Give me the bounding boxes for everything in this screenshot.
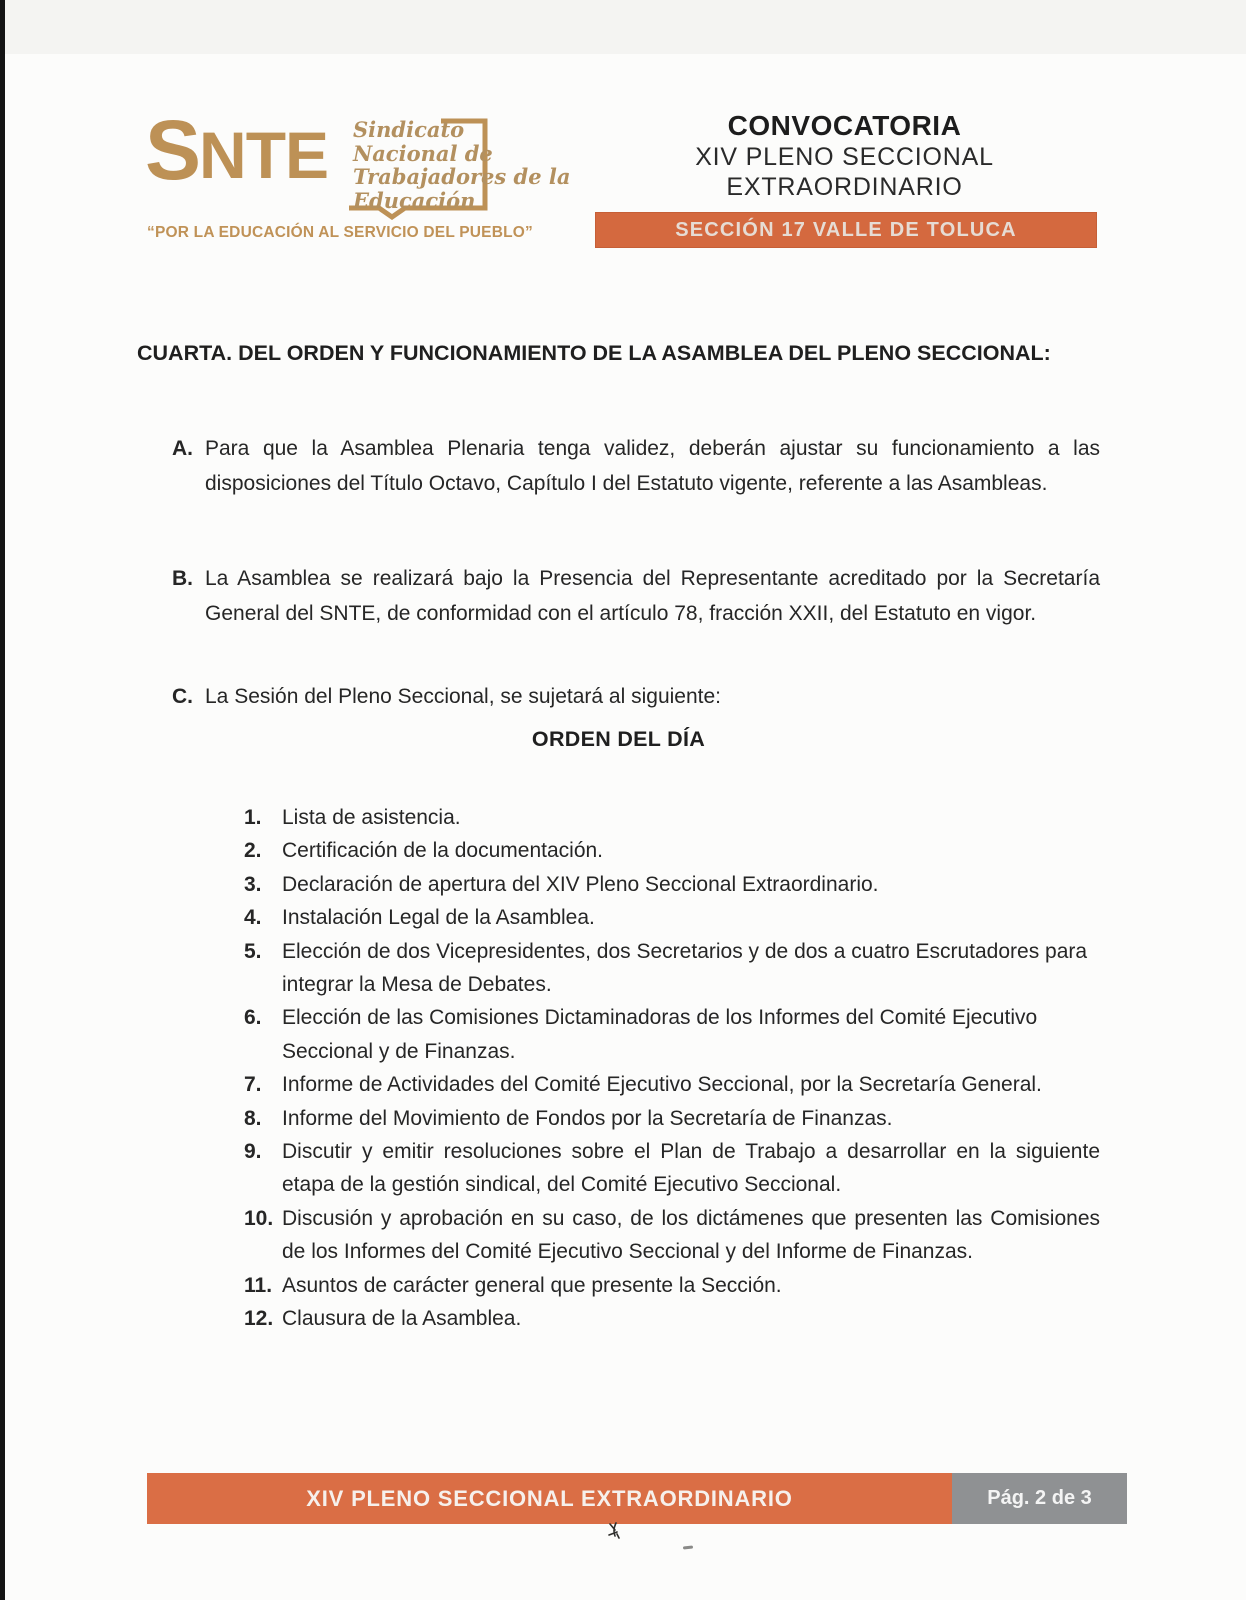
- agenda-item-number: 2.: [244, 839, 262, 863]
- scan-artifact-top-band: [5, 0, 1246, 54]
- agenda-item-9: [244, 1135, 1100, 1202]
- agenda-item-text: Elección de dos Vicepresidentes, dos Secretarios y de dos a cuatro Escrutadores para integrar la Mesa de Debates.: [282, 939, 1088, 997]
- agenda-item-number: 9.: [244, 1140, 262, 1164]
- page-indicator: Pág. 2 de 3: [987, 1487, 1092, 1509]
- agenda-list: [244, 801, 1100, 1336]
- agenda-item-12: [244, 1302, 1100, 1335]
- agenda-item-text: Informe de Actividades del Comité Ejecutivo Seccional, por la Secretaría General.: [282, 1073, 1042, 1097]
- section-banner-text: SECCIÓN 17 VALLE DE TOLUCA: [675, 218, 1017, 241]
- agenda-item-text: Elección de las Comisiones Dictaminadoras de los Informes del Comité Ejecutivo Seccional y de Finanzas.: [282, 1006, 1038, 1063]
- org-name: [353, 118, 570, 212]
- agenda-item-3: [244, 868, 1100, 901]
- agenda-item-text: Discutir y emitir resoluciones sobre el Plan de Trabajo a desarrollar en la siguiente etapa de la gestión sindical, del Comité Ejecutivo Seccional.: [282, 1140, 1100, 1197]
- clause-heading: CUARTA. DEL ORDEN Y FUNCIONAMIENTO DE LA ASAMBLEA DEL PLENO SECCIONAL:: [137, 341, 1051, 365]
- agenda-item-11: [244, 1269, 1100, 1302]
- clause-b-text: La Asamblea se realizará bajo la Presencia del Representante acreditado por la Secretaría General del SNTE, de conformidad con el artículo 78, fracción XXII, del Estatuto en vigor.: [205, 567, 1100, 625]
- ink-mark-artifact: [606, 1522, 622, 1540]
- document-subtitle-line2: EXTRAORDINARIO: [726, 173, 963, 201]
- agenda-item-4: [244, 901, 1100, 934]
- agenda-item-number: 4.: [244, 906, 262, 930]
- section-banner: [595, 212, 1097, 248]
- clause-c-label: C.: [172, 685, 193, 708]
- footer-title-text: XIV PLENO SECCIONAL EXTRAORDINARIO: [306, 1485, 793, 1511]
- document-title: CONVOCATORIA: [727, 110, 962, 141]
- agenda-item-number: 8.: [244, 1106, 262, 1130]
- snte-logo: [145, 103, 585, 238]
- document-title-block: [592, 110, 1097, 202]
- clause-b-label: B.: [172, 567, 193, 590]
- org-name-line: Nacional de: [353, 140, 493, 166]
- agenda-item-number: 7.: [244, 1073, 262, 1097]
- agenda-item-text: Declaración de apertura del XIV Pleno Seccional Extraordinario.: [282, 872, 879, 896]
- agenda-item-number: 3.: [244, 872, 262, 896]
- agenda-item-number: 6.: [244, 1006, 262, 1030]
- snte-logo-letters-nte: NTE: [199, 118, 329, 192]
- org-name-line: Trabajadores de la: [353, 164, 571, 189]
- agenda-item-number: 5.: [244, 939, 262, 963]
- agenda-item-number: 10.: [244, 1206, 274, 1230]
- agenda-item-text: Instalación Legal de la Asamblea.: [282, 906, 595, 930]
- agenda-item-8: [244, 1102, 1100, 1135]
- footer-title-segment: [147, 1473, 952, 1524]
- agenda-item-number: 1.: [244, 806, 262, 829]
- agenda-item-6: [244, 1001, 1100, 1068]
- agenda-item-7: [244, 1068, 1100, 1101]
- agenda-item-number: 12.: [244, 1307, 274, 1331]
- agenda-item-text: Clausura de la Asamblea.: [282, 1307, 522, 1331]
- agenda-item-number: 11.: [244, 1273, 273, 1297]
- org-name-line: Educación: [353, 187, 476, 213]
- clause-a-text: Para que la Asamblea Plenaria tenga validez, deberán ajustar su funcionamiento a las disposiciones del Título Octavo, Capítulo I del Estatuto vigente, referente a las Asambleas.: [205, 437, 1100, 495]
- org-slogan: “POR LA EDUCACIÓN AL SERVICIO DEL PUEBLO”: [147, 224, 533, 241]
- snte-logo-letter-s: S: [145, 103, 200, 197]
- agenda-item-text: Lista de asistencia.: [282, 806, 461, 829]
- ink-dash-artifact: [683, 1545, 693, 1549]
- clause-c: [172, 680, 1100, 715]
- agenda-item-text: Discusión y aprobación en su caso, de los dictámenes que presenten las Comisiones de los Informes del Comité Ejecutivo Seccional y del Informe de Finanzas.: [282, 1206, 1100, 1264]
- agenda-item-text: Informe del Movimiento de Fondos por la Secretaría de Finanzas.: [282, 1106, 893, 1130]
- clause-b: [172, 562, 1100, 631]
- scan-artifact-left-edge: [0, 0, 5, 1600]
- clause-c-text: La Sesión del Pleno Seccional, se sujetará al siguiente:: [205, 685, 721, 708]
- agenda-item-2: [244, 834, 1100, 867]
- agenda-title: ORDEN DEL DÍA: [531, 727, 706, 751]
- agenda-item-1: [244, 801, 1100, 834]
- snte-logo-letters: [145, 103, 329, 197]
- clause-a: [172, 432, 1100, 501]
- agenda-item-text: Asuntos de carácter general que presente la Sección.: [282, 1273, 782, 1297]
- clause-a-label: A.: [172, 437, 193, 460]
- document-subtitle-line1: XIV PLENO SECCIONAL: [695, 143, 994, 171]
- footer-page-segment: [952, 1473, 1127, 1524]
- agenda-item-10: [244, 1202, 1100, 1269]
- agenda-item-5: [244, 935, 1100, 1002]
- org-name-line: Sindicato: [353, 117, 465, 142]
- agenda-item-text: Certificación de la documentación.: [282, 839, 604, 863]
- footer-bar: [147, 1473, 1127, 1524]
